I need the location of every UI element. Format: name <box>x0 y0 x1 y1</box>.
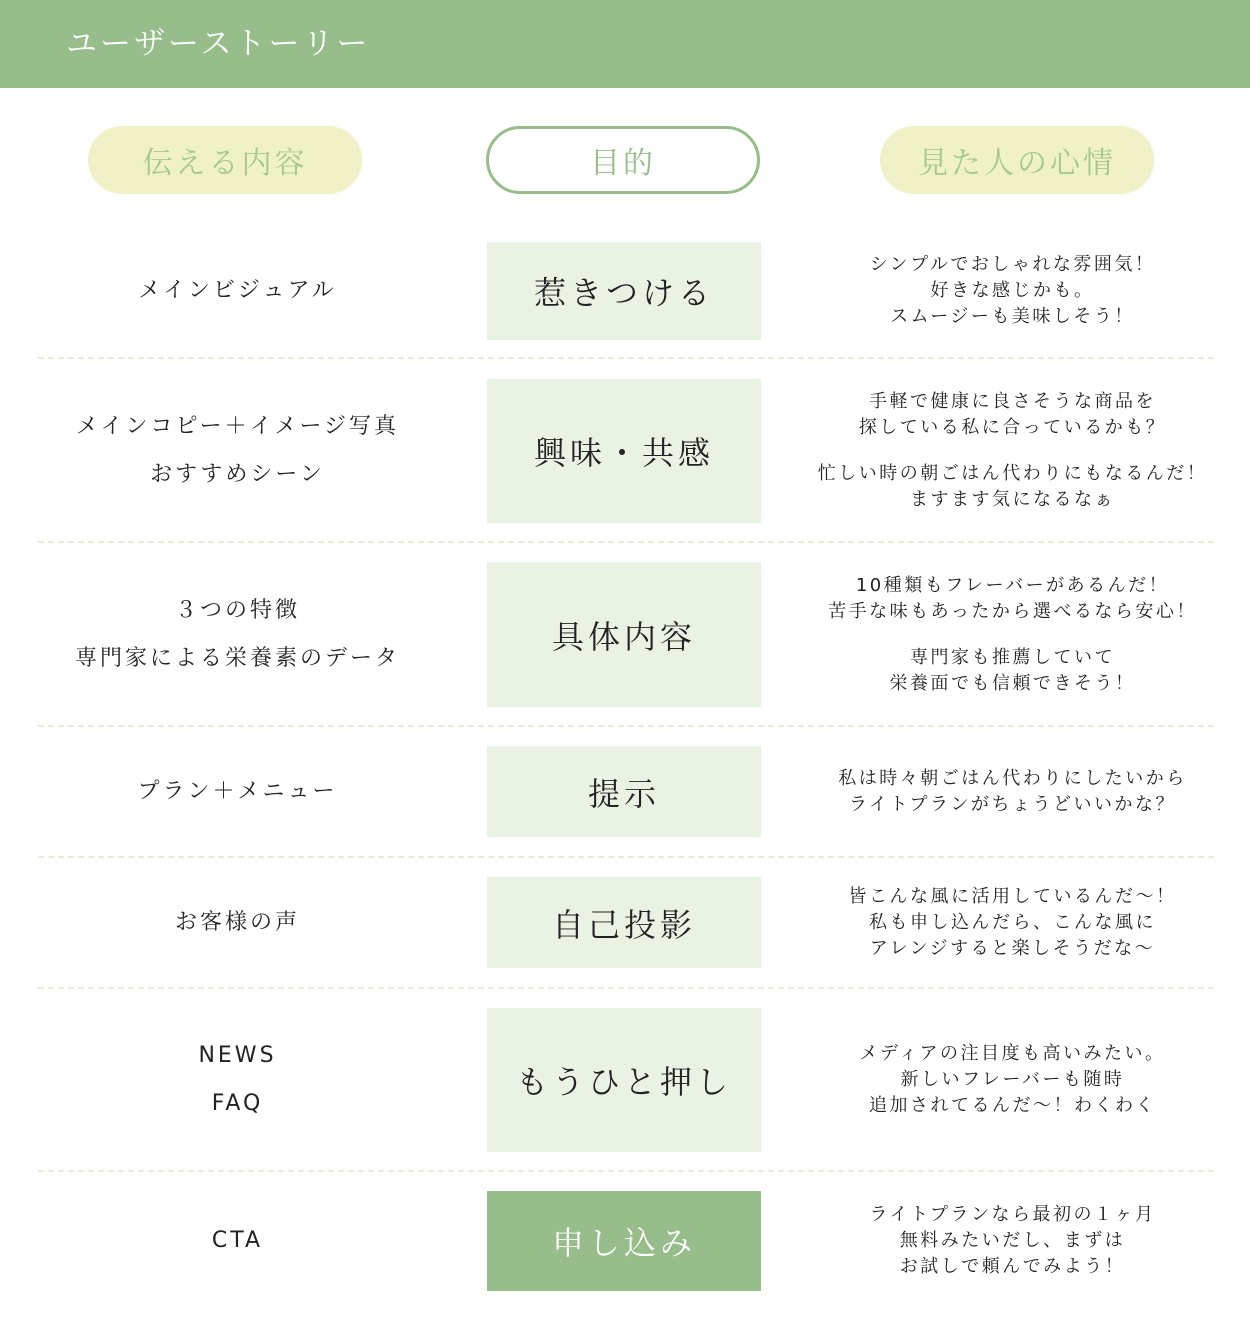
header-bar <box>0 0 1250 88</box>
row-divider <box>38 1170 1214 1172</box>
feeling-cell <box>800 379 1225 523</box>
content-cell <box>40 1191 435 1291</box>
feeling-cell <box>800 242 1225 340</box>
content-cell <box>40 379 435 523</box>
content-cell <box>40 877 435 968</box>
feeling-line: 手軽で健康に良さそうな商品を <box>869 391 1156 412</box>
feeling-line: 追加されてるんだ〜！わくわく <box>869 1095 1156 1116</box>
feeling-cell <box>800 562 1225 707</box>
content-cell <box>40 746 435 837</box>
story-row <box>0 746 1250 837</box>
feeling-line: 皆こんな風に活用しているんだ〜！ <box>848 885 1177 907</box>
feeling-cell <box>800 746 1225 837</box>
feeling-line: ライトプランがちょうどいいかな？ <box>849 793 1176 815</box>
content-line: NEWS <box>198 1043 277 1068</box>
feeling-cell <box>800 1008 1225 1152</box>
feeling-line: 忙しい時の朝ごはん代わりにもなるんだ！ <box>817 463 1208 484</box>
column-header-feeling: 見た人の心情 <box>880 126 1154 194</box>
feeling-line: ライトプランなら最初の１ヶ月 <box>869 1204 1156 1225</box>
cta-purpose-box: 申し込み <box>487 1191 761 1291</box>
feeling-line: 好きな感じかも。 <box>930 280 1095 301</box>
content-cell <box>40 242 435 340</box>
feeling-line: 新しいフレーバーも随時 <box>900 1069 1125 1090</box>
feeling-line: ますます気になるなぁ <box>910 489 1115 510</box>
content-line: プラン＋メニュー <box>137 778 338 804</box>
feeling-line: メディアの注目度も高いみたい。 <box>859 1043 1166 1064</box>
story-row <box>0 242 1250 340</box>
feeling-cell <box>800 1191 1225 1291</box>
feeling-line: お試しで頼んでみよう！ <box>899 1256 1126 1277</box>
content-line: メインビジュアル <box>138 278 337 303</box>
feeling-line: 無料みたいだし、まずは <box>899 1230 1126 1251</box>
feeling-cell <box>800 877 1225 968</box>
column-header-purpose: 目的 <box>486 126 760 194</box>
column-header-content: 伝える内容 <box>88 126 362 194</box>
purpose-box: 自己投影 <box>487 877 761 968</box>
purpose-box: 提示 <box>487 746 761 837</box>
content-cell <box>40 562 435 707</box>
content-line: 専門家による栄養素のデータ <box>74 645 400 671</box>
row-divider <box>38 357 1214 359</box>
content-cell <box>40 1008 435 1152</box>
feeling-line: 10種類もフレーバーがあるんだ！ <box>855 574 1170 596</box>
purpose-box: もうひと押し <box>487 1008 761 1152</box>
page-title: ユーザーストーリー <box>66 26 371 62</box>
feeling-line: シンプルでおしゃれな雰囲気！ <box>869 254 1156 275</box>
feeling-line: スムージーも美味しそう！ <box>890 306 1135 327</box>
purpose-box: 惹きつける <box>487 242 761 340</box>
feeling-line: 苦手な味もあったから選べるなら安心！ <box>828 600 1197 622</box>
row-divider <box>38 987 1214 989</box>
content-line: FAQ <box>211 1091 264 1116</box>
story-row <box>0 1008 1250 1152</box>
feeling-line: 私は時々朝ごはん代わりにしたいから <box>838 767 1187 789</box>
story-row <box>0 1191 1250 1291</box>
row-divider <box>38 725 1214 727</box>
content-line: お客様の声 <box>174 909 300 935</box>
feeling-line: 栄養面でも信頼できそう！ <box>889 672 1136 694</box>
row-divider <box>38 856 1214 858</box>
story-row <box>0 877 1250 968</box>
feeling-line: アレンジすると楽しそうだな〜 <box>869 937 1156 959</box>
feeling-line: 私も申し込んだら、こんな風に <box>869 911 1156 933</box>
purpose-box: 具体内容 <box>487 562 761 707</box>
purpose-box: 興味・共感 <box>487 379 761 523</box>
content-line: CTA <box>211 1228 264 1253</box>
content-line: メインコピー＋イメージ写真 <box>75 414 400 439</box>
content-line: おすすめシーン <box>150 462 325 487</box>
feeling-line: 専門家も推薦していて <box>910 646 1115 668</box>
feeling-line: 探している私に合っているかも？ <box>858 417 1167 438</box>
story-row <box>0 562 1250 707</box>
row-divider <box>38 541 1214 543</box>
content-line: ３つの特徴 <box>174 597 300 623</box>
story-row <box>0 379 1250 523</box>
